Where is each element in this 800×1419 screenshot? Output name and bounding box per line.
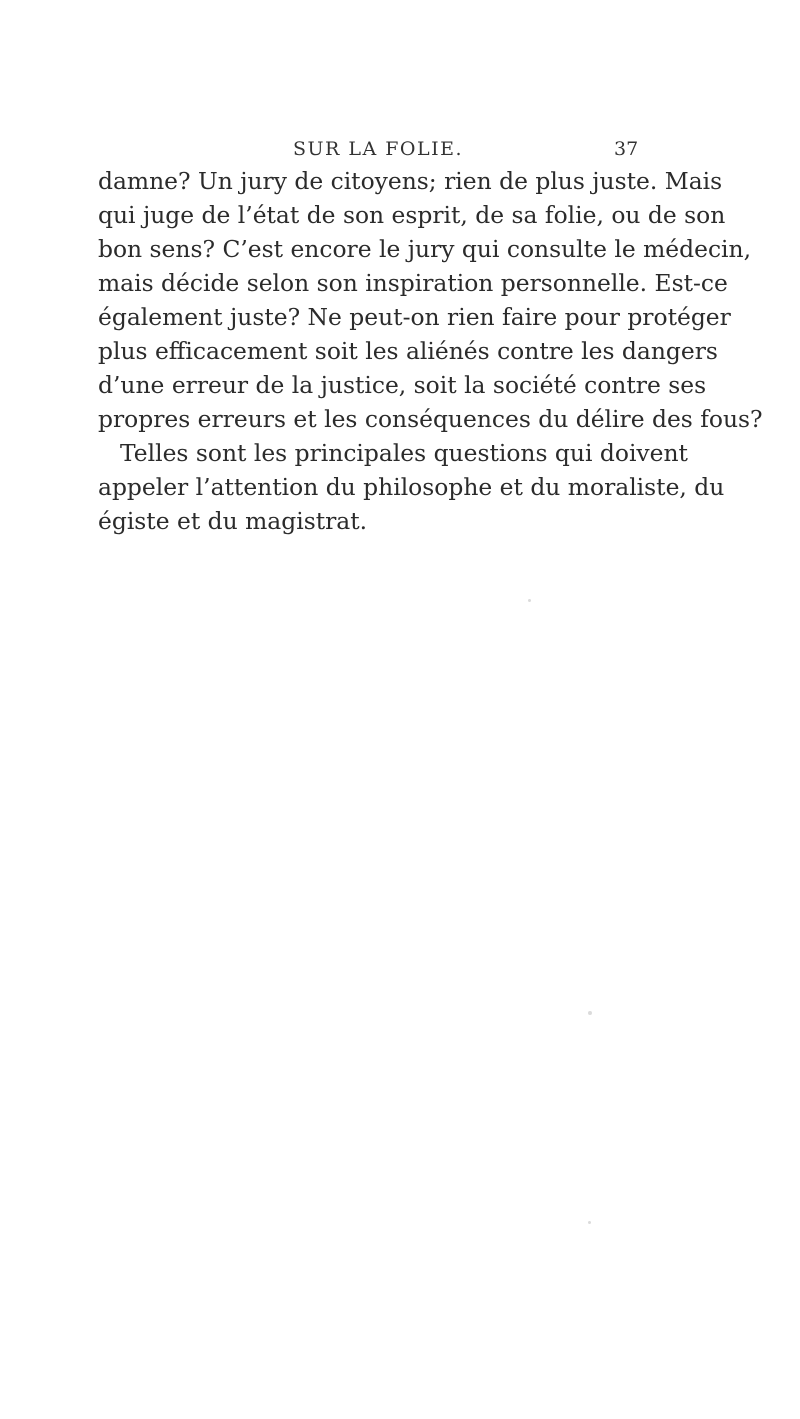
text-line: Telles sont les principales questions qui doivent [120,439,688,467]
text-line: plus efficacement soit les aliénés contre les dangers [98,337,718,365]
text-line: d’une erreur de la justice, soit la société contre ses [98,371,707,399]
paper-speck [588,1221,591,1224]
text-line: également juste? Ne peut-on rien faire pour protéger [98,303,731,331]
text-line: damne? Un jury de citoyens; rien de plus juste. Mais [98,167,723,195]
text-line: appeler l’attention du philosophe et du moraliste, du [98,473,725,501]
paper-speck [528,599,531,602]
running-title: SUR LA FOLIE. [292,138,464,160]
text-line: bon sens? C’est encore le jury qui consulte le médecin, [98,235,752,263]
page-number: 37 [614,138,639,160]
text-line: propres erreurs et les conséquences du délire des fous? [98,405,763,433]
text-line: égiste et du magistrat. [98,507,368,535]
text-line: qui juge de l’état de son esprit, de sa folie, ou de son [98,201,726,229]
text-line: mais décide selon son inspiration personnelle. Est-ce [98,269,728,297]
paper-speck [588,1011,592,1015]
